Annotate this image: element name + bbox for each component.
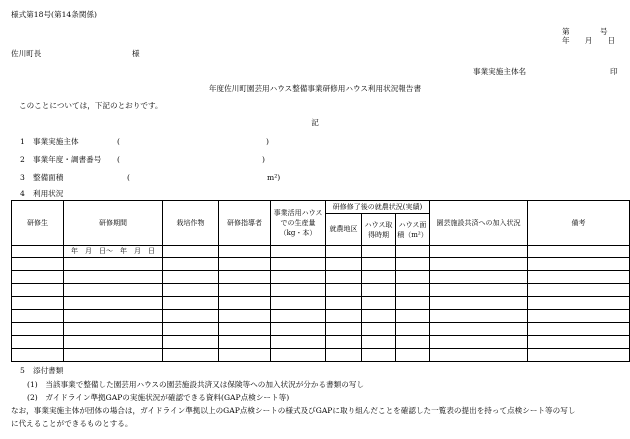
note-line-2: に代えることができるものとする。 [11, 419, 133, 428]
period-template: 年 月 日～ 年 月 日 [64, 246, 163, 258]
item-2-paren-open: ( [117, 155, 120, 164]
item-3-paren-open: ( [127, 173, 130, 182]
section-4-number: 4 [20, 189, 25, 198]
item-2-paren-close: ) [262, 155, 265, 164]
honorific: 様 [132, 49, 140, 58]
header-trainee: 研修生 [12, 201, 64, 246]
applicant-label: 事業実施主体名 [473, 67, 527, 76]
intro-text: このことについては，下記のとおりです。 [19, 101, 163, 110]
item-3-label: 整備面積 [33, 173, 64, 182]
header-mutual-aid: 園芸施設共済への加入状況 [430, 201, 528, 246]
header-remarks: 備考 [528, 201, 630, 246]
item-2-number: 2 [20, 155, 25, 164]
table-row [12, 297, 630, 310]
header-house-acquisition: ハウス取得時期 [362, 214, 396, 246]
section-5-number: 5 [20, 366, 25, 375]
document-title: 年度佐川町園芸用ハウス整備事業研修用ハウス利用状況報告書 [208, 84, 422, 93]
table-row [12, 258, 630, 271]
header-period: 研修期間 [64, 201, 163, 246]
document-number-label: 第 号 [562, 27, 608, 36]
header-crop: 栽培作物 [163, 201, 219, 246]
addressee: 佐川町長 [11, 49, 42, 58]
table-row [12, 284, 630, 297]
usage-status-table [11, 200, 630, 362]
date-label: 年 月 日 [562, 36, 616, 45]
header-farming-region: 就農地区 [326, 214, 362, 246]
item-3-number: 3 [20, 173, 25, 182]
seal-mark: 印 [610, 67, 618, 76]
section-5-label: 添付書類 [33, 366, 64, 375]
header-production: 事業活用ハウスでの生産量（kg・本） [271, 201, 326, 246]
form-code: 様式第18号(第14条関係) [11, 10, 97, 19]
table-row [12, 246, 630, 258]
item-1-paren-close: ) [266, 137, 269, 146]
table-row [12, 349, 630, 362]
item-3-unit: m²) [267, 173, 281, 182]
attachment-line-2: (2) ガイドライン準拠GAPの実施状況が確認できる資料(GAP点検シート等) [27, 393, 290, 402]
attachment-line-1: (1) 当該事業で整備した園芸用ハウスの園芸施設共済又は保険等への加入状況が分かる書類の写し [27, 380, 365, 389]
note-line-1: なお，事業実施主体が団体の場合は，ガイドライン準拠以上のGAP点検シートの様式及びGAPに取り組んだことを確認した一覧表の提出を持って点検シート等の写し [11, 406, 576, 415]
item-1-paren-open: ( [117, 137, 120, 146]
header-after-training-group: 研修修了後の就農状況(実績) [326, 201, 430, 214]
item-1-number: 1 [20, 137, 25, 146]
ki-heading: 記 [311, 118, 319, 127]
header-instructor: 研修指導者 [219, 201, 271, 246]
table-row [12, 323, 630, 336]
item-1-label: 事業実施主体 [33, 137, 79, 146]
table-row [12, 310, 630, 323]
table-row [12, 336, 630, 349]
item-2-label: 事業年度・調書番号 [33, 155, 102, 164]
table-row [12, 271, 630, 284]
header-house-area: ハウス面積（m²） [396, 214, 430, 246]
section-4-label: 利用状況 [33, 189, 64, 198]
